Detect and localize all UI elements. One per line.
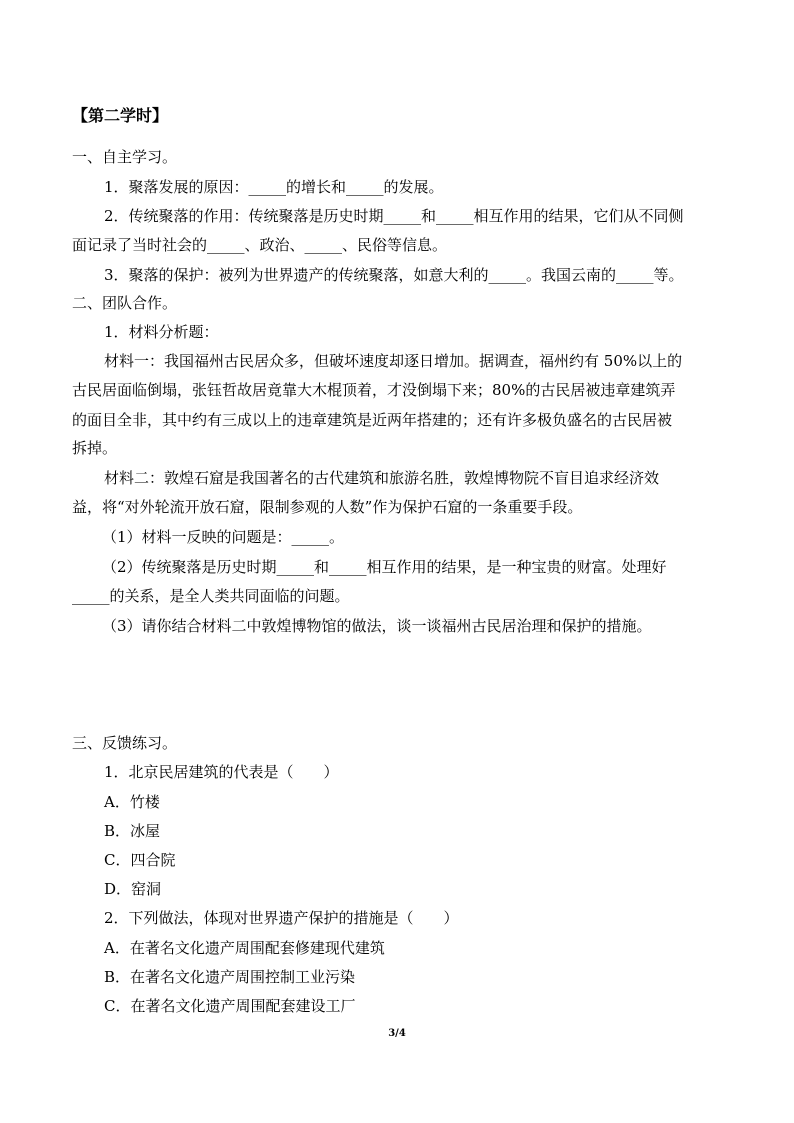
option-1b: B．冰屋 [104,822,161,840]
material-1-line-2: 古民居面临倒塌，张钰哲故居竟靠大木棍顶着，才没倒塌下来；80%的古民居被违章建筑弄 [72,381,676,399]
option-2b: B．在著名文化遗产周围控制工业污染 [104,968,356,986]
option-2a: A．在著名文化遗产周围配套修建现代建筑 [104,939,385,957]
material-1-line-3: 的面目全非，其中约有三成以上的违章建筑是近两年搭建的；还有许多极负盛名的古民居被 [72,411,673,429]
sub-question-2-line-2: _____的关系，是全人类共同面临的问题。 [72,587,350,605]
sub-question-1: （1）材料一反映的问题是：_____。 [102,528,345,546]
option-1c: C．四合院 [104,851,176,869]
part2-subheading: 1．材料分析题： [104,323,219,341]
sub-question-3: （3）请你结合材料二中敦煌博物馆的做法，谈一谈福州古民居治理和保护的措施。 [102,617,652,635]
practice-question-1: 1．北京民居建筑的代表是（ ） [104,763,339,781]
section-title: 【第二学时】 [72,106,169,125]
part2-heading: 二、团队合作。 [72,294,178,312]
material-2-line-2: 益，将“对外轮流开放石窟，限制参观的人数”作为保护石窟的一条重要手段。 [72,498,583,516]
material-2-line-1: 材料二：敦煌石窟是我国著名的古代建筑和旅游名胜，敦煌博物院不盲目追求经济效 [104,469,660,487]
option-1a: A．竹楼 [104,793,160,811]
material-1-line-1: 材料一：我国福州古民居众多，但破坏速度却逐日增加。据调查，福州约有 50%以上的 [104,352,683,370]
option-1d: D．窑洞 [104,880,162,898]
part1-question-2-line-1: 2．传统聚落的作用：传统聚落是历史时期_____和_____相互作用的结果，它们从不同侧 [104,207,684,225]
option-2c: C．在著名文化遗产周围配套建设工厂 [104,997,356,1015]
part1-heading: 一、自主学习。 [72,148,178,166]
material-1-line-4: 拆掉。 [72,439,118,457]
sub-question-2-line-1: （2）传统聚落是历史时期_____和_____相互作用的结果，是一种宝贵的财富。处理好 [102,558,667,576]
part1-question-3: 3．聚落的保护：被列为世界遗产的传统聚落，如意大利的_____。我国云南的_____等。 [104,266,684,284]
part1-question-1: 1．聚落发展的原因：_____的增长和_____的发展。 [104,178,444,196]
practice-question-2: 2．下列做法，体现对世界遗产保护的措施是（ ） [104,909,459,927]
page-number: 3/4 [388,1028,406,1039]
part1-question-2-line-2: 面记录了当时社会的_____、政治、_____、民俗等信息。 [72,236,448,254]
part3-heading: 三、反馈练习。 [72,734,178,752]
